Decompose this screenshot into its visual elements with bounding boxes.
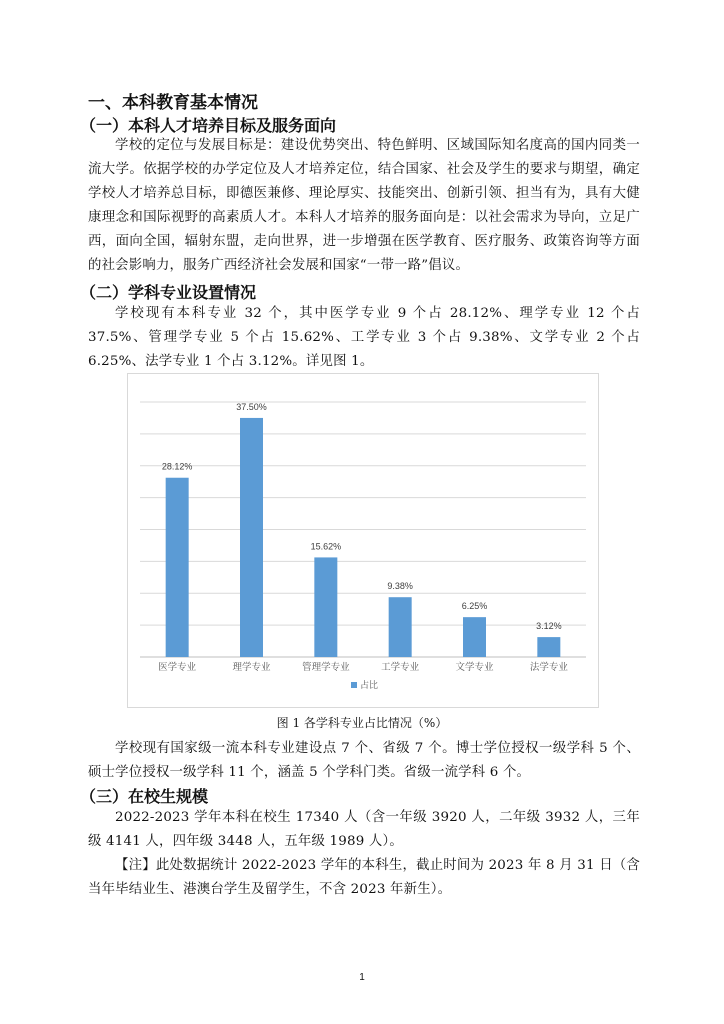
page-number: 1 <box>359 972 365 983</box>
data-label: 15.62% <box>310 541 342 552</box>
x-tick-label: 工学专业 <box>381 662 420 673</box>
data-label: 3.12% <box>536 621 562 632</box>
x-tick-label: 医学专业 <box>158 662 197 673</box>
discipline-ratio-chart <box>127 373 599 708</box>
figure-caption: 图 1 各学科专业占比情况（%） <box>276 716 448 730</box>
disciplines-paragraph <box>88 302 640 374</box>
enrollment-note: 【注】此处数据统计 2022-2023 学年的本科生，截止时间为 2023 年 8 月 31 日（含当年毕结业生、港澳台学生及留学生，不含 2023 年新生）。 <box>88 858 640 897</box>
bar <box>314 557 337 657</box>
bar <box>240 418 263 657</box>
bar <box>463 617 486 657</box>
data-label: 28.12% <box>161 461 193 472</box>
training-goals-text: 学校的定位与发展目标是：建设优势突出、特色鲜明、区域国际知名度高的国内同类一流大学。依据学校的办学定位及人才培养定位，结合国家、社会及学生的要求与期望，确定学校人才培养总目标，即德医兼修、理论厚实、技能突出、创新引领、担当有为，具有大健康理念和国际视野的高素质人才。本科人才培养的服务面向是：以社会需求为导向，立足广西，面向全国，辐射东盟，走向世界，进一步增强在医学教育、医疗服务、政策咨询等方面的社会影响力，服务广西经济社会发展和国家“一带一路”倡议。 <box>88 138 640 273</box>
data-label: 37.50% <box>236 401 267 412</box>
enrollment-paragraph <box>88 806 640 902</box>
data-label: 6.25% <box>461 601 488 612</box>
legend-label: 占比 <box>360 680 379 690</box>
x-tick-label: 理学专业 <box>232 662 271 673</box>
subsection-heading-disciplines: （二）学科专业设置情况 <box>80 283 257 302</box>
enrollment-text: 2022-2023 学年本科在校生 17340 人（含一年级 3920 人，二年级 3932 人，三年级 4141 人，四年级 3448 人，五年级 1989 人）。 <box>88 810 640 849</box>
legend-swatch <box>351 682 357 688</box>
bar <box>389 597 412 657</box>
disciplines-text: 学校现有本科专业 32 个，其中医学专业 9 个占 28.12%、理学专业 12 个占 37.5%、管理学专业 5 个占 15.62%、工学专业 3 个占 9.38%、文学专业 2 个占 6.25%、法学专业 1 个占 3.12%。详见图 1。 <box>88 306 640 369</box>
x-tick-label: 管理学专业 <box>302 662 350 673</box>
subsection-heading-enrollment: （三）在校生规模 <box>80 787 209 806</box>
subsection-heading-training-goals: （一）本科人才培养目标及服务面向 <box>80 116 337 135</box>
training-goals-paragraph <box>88 134 640 278</box>
first-class-paragraph <box>88 737 640 785</box>
x-tick-label: 文学专业 <box>455 662 494 673</box>
bar <box>537 637 560 657</box>
section-heading: 一、本科教育基本情况 <box>88 93 258 113</box>
data-label: 9.38% <box>387 581 413 592</box>
x-tick-label: 法学专业 <box>529 662 568 673</box>
chart-svg <box>128 374 598 707</box>
bar <box>166 478 189 657</box>
first-class-text: 学校现有国家级一流本科专业建设点 7 个、省级 7 个。博士学位授权一级学科 5 个、硕士学位授权一级学科 11 个，涵盖 5 个学科门类。省级一流学科 6 个。 <box>88 741 640 780</box>
